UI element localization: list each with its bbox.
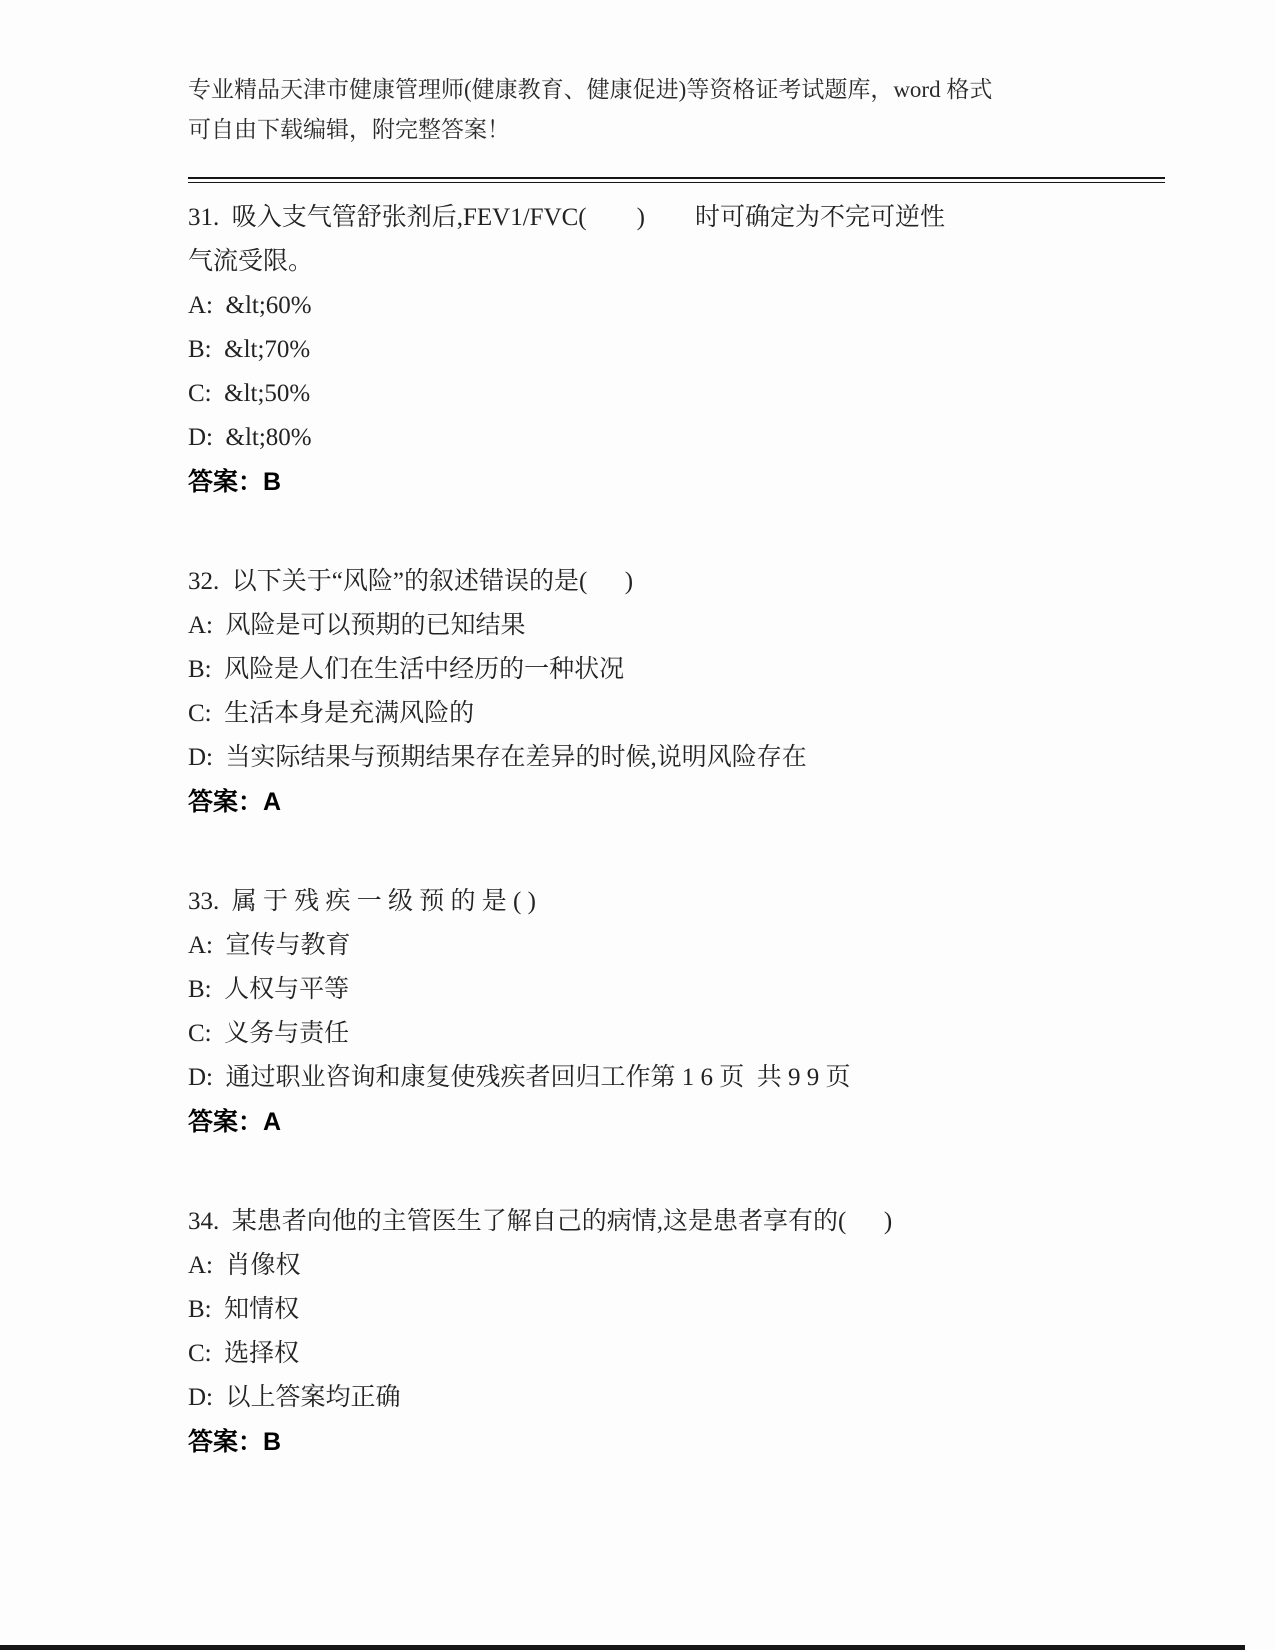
answer-row <box>188 1100 1188 1144</box>
question-block-34 <box>188 1200 1188 1464</box>
option-d: D: 通过职业咨询和康复使残疾者回归工作第 1 6 页 共 9 9 页 <box>188 1064 851 1091</box>
question-text-line: 34. 某患者向他的主管医生了解自己的病情,这是患者享有的( ) <box>188 1208 893 1235</box>
answer-value: A <box>263 788 282 816</box>
answer-label: 答案： <box>188 788 264 816</box>
answer-label: 答案： <box>188 1108 264 1136</box>
option-c: C: &lt;50% <box>188 380 311 407</box>
answer-value: B <box>263 468 282 496</box>
question-text-line: 32. 以下关于“风险”的叙述错误的是( ) <box>188 568 634 595</box>
option-d: D: 当实际结果与预期结果存在差异的时候,说明风险存在 <box>188 744 807 771</box>
option-a: A: &lt;60% <box>188 292 312 319</box>
answer-row <box>188 780 1188 824</box>
option-a: A: 风险是可以预期的已知结果 <box>188 612 526 639</box>
option-d: D: 以上答案均正确 <box>188 1384 401 1411</box>
option-a: A: 宣传与教育 <box>188 932 351 959</box>
question-text-line: 气流受限。 <box>188 248 314 275</box>
option-b: B: 风险是人们在生活中经历的一种状况 <box>188 656 625 683</box>
question-text-line: 33. 属 于 残 疾 一 级 预 的 是 ( ) <box>188 888 536 915</box>
answer-label: 答案： <box>188 468 264 496</box>
page-header <box>188 70 1168 150</box>
header-line-1: 专业精品天津市健康管理师(健康教育、健康促进)等资格证考试题库，word 格式 <box>188 77 993 102</box>
question-block-32 <box>188 560 1188 824</box>
option-d: D: &lt;80% <box>188 424 312 451</box>
question-list <box>188 196 1188 1520</box>
option-c: C: 义务与责任 <box>188 1020 350 1047</box>
option-b: B: 知情权 <box>188 1296 300 1323</box>
option-b: B: 人权与平等 <box>188 976 350 1003</box>
answer-row <box>188 1420 1188 1464</box>
scan-edge-bottom <box>0 1645 1245 1650</box>
header-separator-line <box>188 177 1165 183</box>
answer-value: A <box>263 1108 282 1136</box>
option-a: A: 肖像权 <box>188 1252 301 1279</box>
option-c: C: 生活本身是充满风险的 <box>188 700 475 727</box>
option-b: B: &lt;70% <box>188 336 311 363</box>
question-block-33 <box>188 880 1188 1144</box>
option-c: C: 选择权 <box>188 1340 300 1367</box>
question-block-31 <box>188 196 1188 504</box>
answer-label: 答案： <box>188 1428 264 1456</box>
question-text-line: 31. 吸入支气管舒张剂后,FEV1/FVC( ) 时可确定为不完可逆性 <box>188 204 945 231</box>
answer-value: B <box>263 1428 282 1456</box>
answer-row <box>188 460 1188 504</box>
header-line-2: 可自由下载编辑，附完整答案！ <box>188 117 510 142</box>
